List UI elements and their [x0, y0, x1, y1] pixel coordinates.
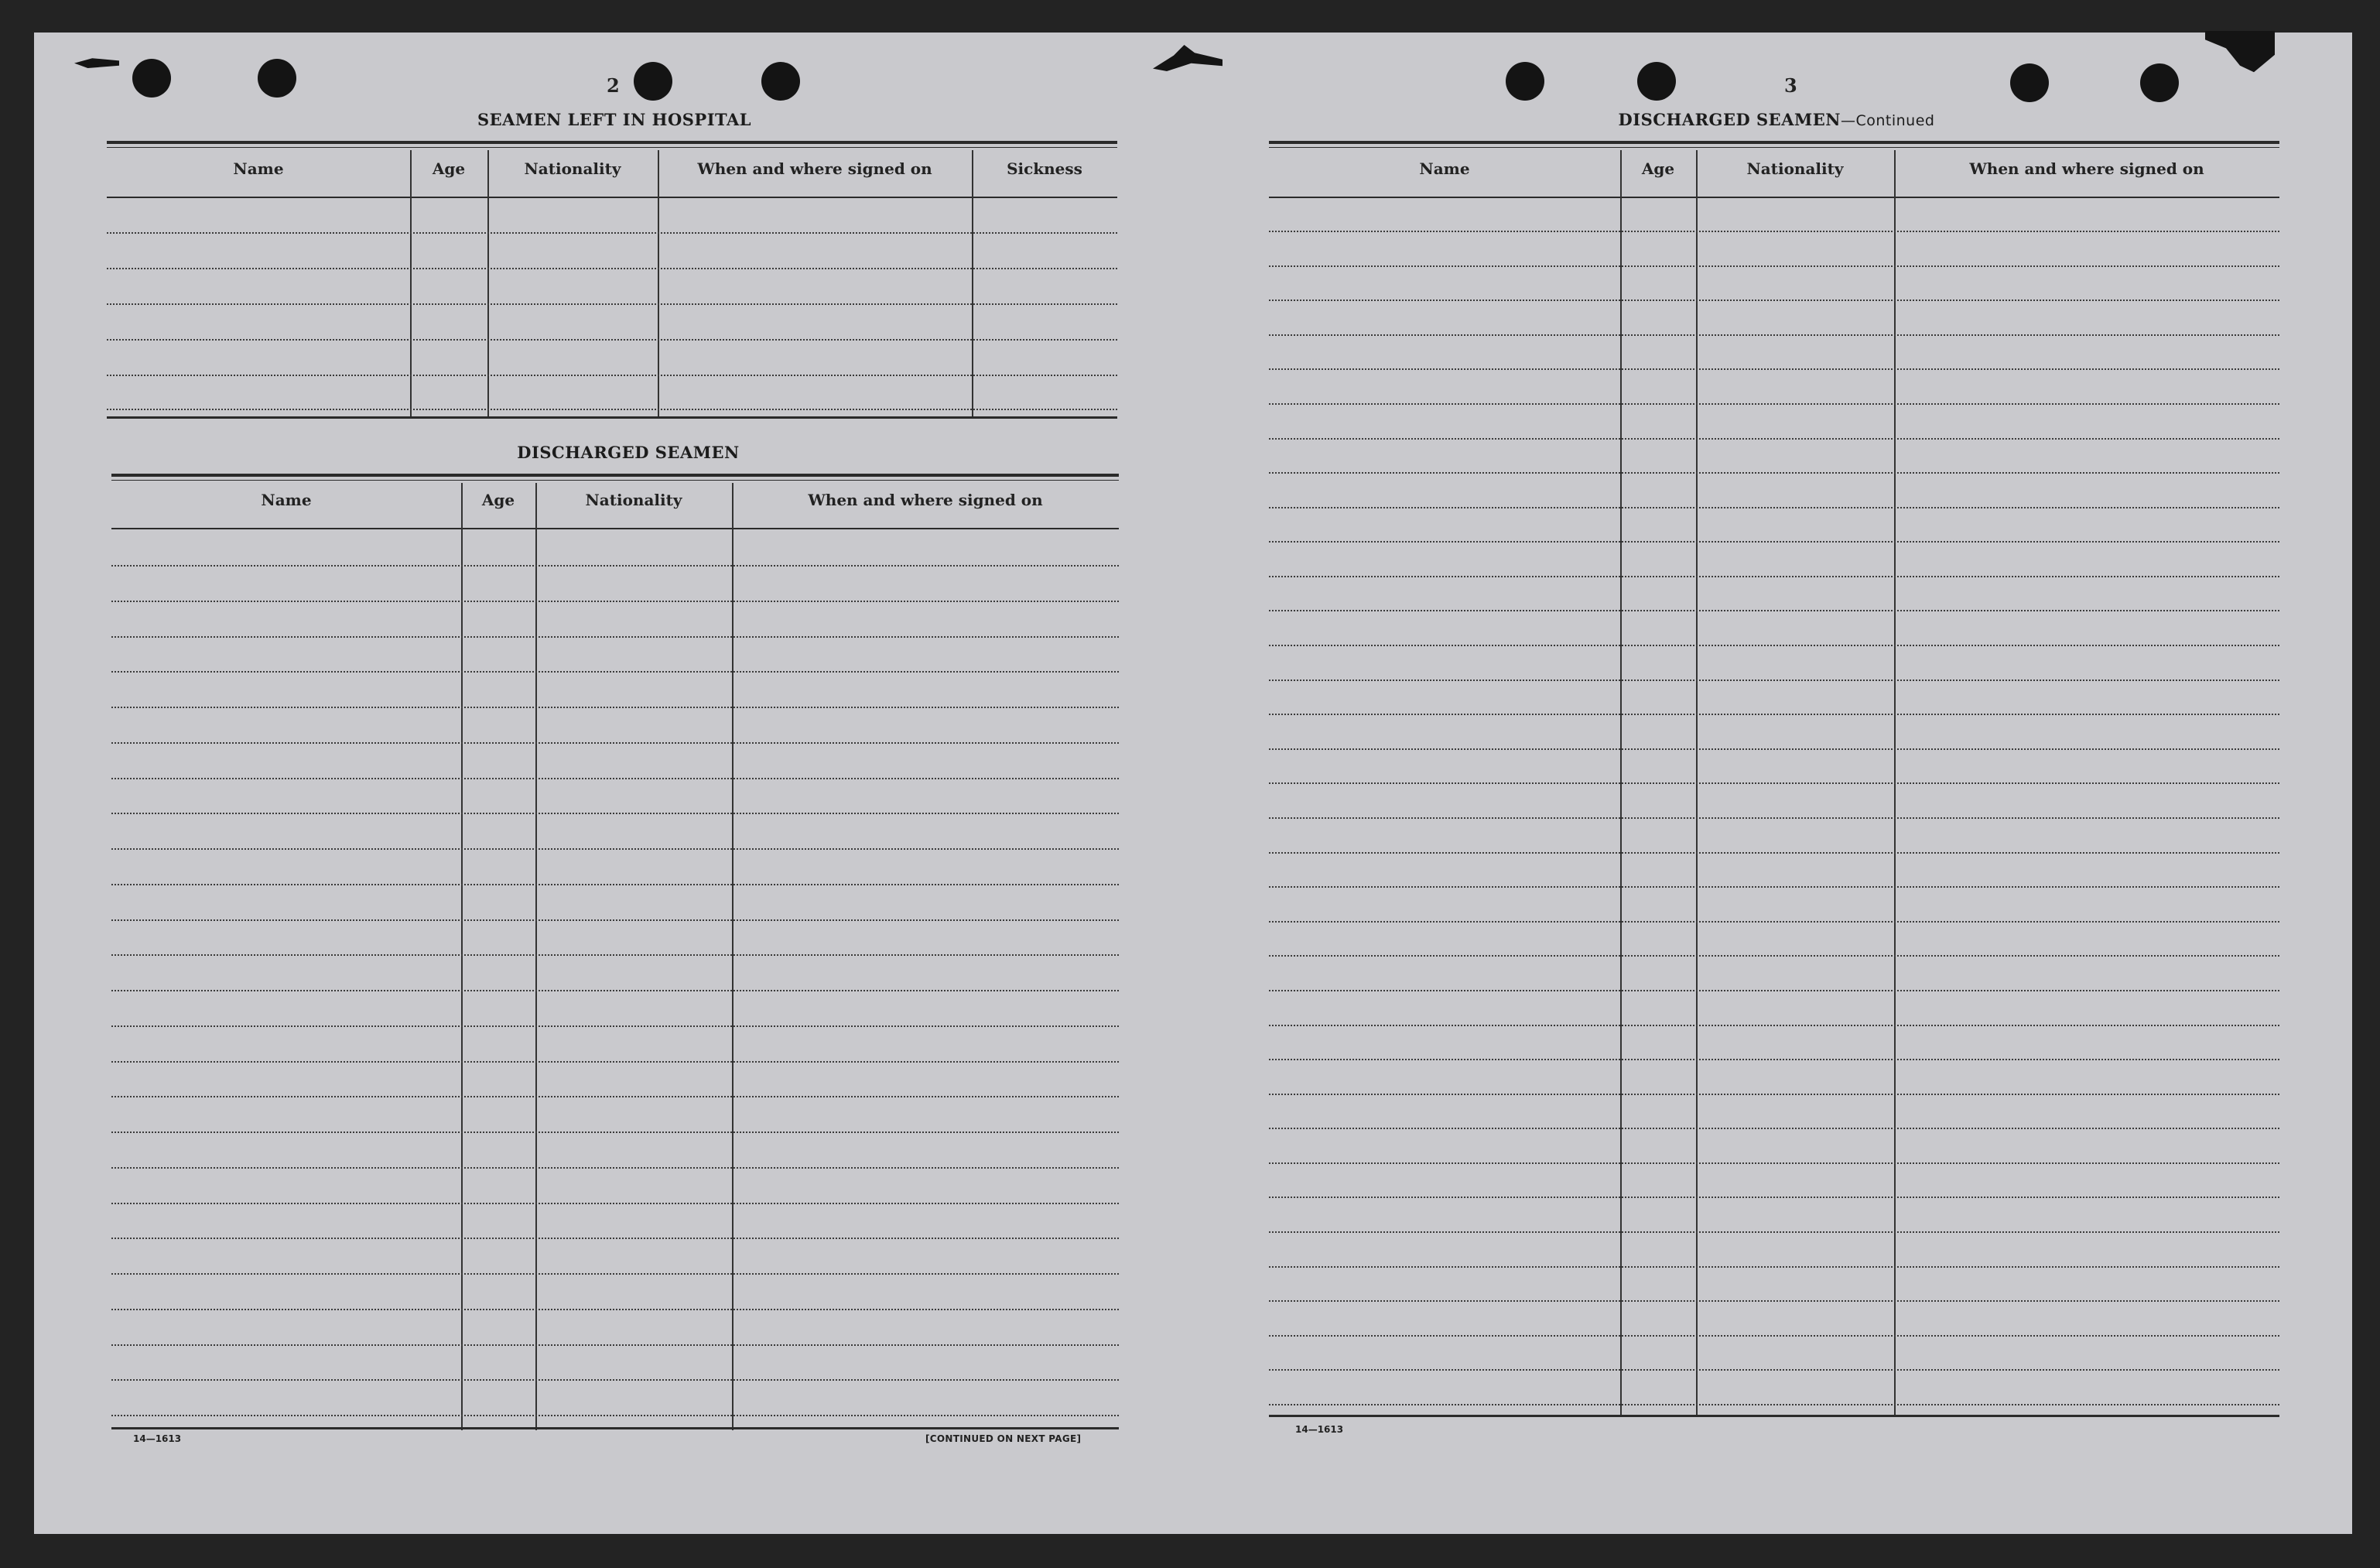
form-code: 14—1613: [133, 1433, 182, 1444]
table-rule: [111, 474, 1119, 477]
table-row: [1269, 645, 2279, 646]
column-divider: [972, 150, 973, 418]
table-row: [1269, 1197, 2279, 1198]
table-row: [111, 1415, 1119, 1416]
table-row: [111, 1203, 1119, 1204]
table-rule: [111, 528, 1119, 529]
table-row: [1269, 680, 2279, 681]
table-row: [111, 1096, 1119, 1097]
hospital-table: [107, 141, 1117, 419]
table-row: [107, 375, 1117, 376]
table-row: [111, 1061, 1119, 1063]
table-row: [1269, 852, 2279, 854]
table-row: [1269, 1059, 2279, 1060]
table-row: [1269, 886, 2279, 888]
column-header-signed-on: When and where signed on: [808, 491, 1043, 509]
table-row: [1269, 300, 2279, 301]
table-row: [111, 671, 1119, 673]
table-row: [1269, 403, 2279, 405]
table-rule: [107, 141, 1117, 144]
table-rule: [1269, 1415, 2279, 1417]
page-number: 3: [1784, 74, 1797, 97]
table-row: [1269, 1162, 2279, 1164]
table-rule: [111, 480, 1119, 481]
punch-hole: [132, 59, 171, 98]
table-row: [107, 339, 1117, 341]
section-title-hospital: SEAMEN LEFT IN HOSPITAL: [477, 110, 752, 129]
table-row: [1269, 1335, 2279, 1337]
page-number: 2: [607, 74, 620, 97]
table-row: [1269, 921, 2279, 923]
table-row: [111, 1131, 1119, 1133]
table-row: [111, 848, 1119, 850]
table-row: [1269, 1094, 2279, 1095]
column-header-age: Age: [1641, 159, 1675, 178]
punch-hole: [1637, 62, 1676, 101]
table-row: [111, 601, 1119, 602]
table-rule: [107, 147, 1117, 148]
table-row: [1269, 817, 2279, 819]
table-rule: [1269, 147, 2279, 148]
punch-hole: [1506, 62, 1544, 101]
table-row: [1269, 541, 2279, 543]
table-row: [1269, 507, 2279, 508]
table-row: [1269, 782, 2279, 784]
table-row: [1269, 334, 2279, 336]
section-title-discharged: DISCHARGED SEAMEN: [517, 443, 740, 462]
table-row: [111, 884, 1119, 885]
table-row: [111, 813, 1119, 814]
column-header-age: Age: [481, 491, 515, 509]
punch-hole: [2140, 63, 2179, 102]
table-row: [111, 954, 1119, 956]
column-divider: [658, 150, 659, 418]
table-rule: [1269, 141, 2279, 144]
table-row: [111, 1273, 1119, 1275]
table-row: [1269, 368, 2279, 370]
table-row: [1269, 955, 2279, 957]
column-divider: [732, 483, 733, 1430]
table-row: [111, 1167, 1119, 1169]
table-rule: [1269, 197, 2279, 198]
table-row: [111, 919, 1119, 921]
punch-hole: [761, 62, 800, 101]
table-row: [1269, 1128, 2279, 1129]
table-row: [111, 565, 1119, 567]
table-rule: [111, 1427, 1119, 1429]
table-row: [1269, 1025, 2279, 1026]
table-row: [1269, 265, 2279, 267]
table-row: [1269, 1300, 2279, 1302]
table-row: [107, 303, 1117, 305]
table-row: [1269, 714, 2279, 715]
table-row: [111, 742, 1119, 744]
table-row: [111, 1344, 1119, 1346]
column-header-nationality: Nationality: [1746, 159, 1844, 178]
table-row: [111, 1309, 1119, 1310]
discharged-table-left: [111, 474, 1119, 1426]
table-row: [111, 1025, 1119, 1027]
table-row: [1269, 438, 2279, 440]
table-row: [1269, 610, 2279, 611]
table-row: [111, 1379, 1119, 1381]
table-row: [107, 268, 1117, 269]
table-row: [111, 1238, 1119, 1239]
table-row: [111, 778, 1119, 779]
column-header-sickness: Sickness: [1007, 159, 1082, 178]
section-title-discharged-continued: [1619, 110, 1935, 129]
column-header-name: Name: [233, 159, 284, 178]
table-row: [1269, 576, 2279, 577]
table-rule: [107, 197, 1117, 198]
column-divider: [410, 150, 412, 418]
column-divider: [487, 150, 489, 418]
table-row: [1269, 1266, 2279, 1268]
punch-hole: [258, 59, 296, 98]
table-row: [1269, 231, 2279, 232]
form-code: 14—1613: [1295, 1424, 1344, 1435]
table-row: [111, 707, 1119, 708]
column-divider: [461, 483, 463, 1430]
table-row: [1269, 1404, 2279, 1405]
table-row: [107, 409, 1117, 410]
column-header-nationality: Nationality: [524, 159, 621, 178]
column-header-name: Name: [261, 491, 312, 509]
table-row: [1269, 748, 2279, 750]
column-header-signed-on: When and where signed on: [1969, 159, 2204, 178]
section-title-text: DISCHARGED SEAMEN: [1618, 110, 1841, 129]
column-header-name: Name: [1419, 159, 1470, 178]
discharged-table-right: [1269, 141, 2279, 1418]
table-row: [1269, 472, 2279, 474]
punch-hole: [634, 62, 672, 101]
column-divider: [535, 483, 537, 1430]
table-row: [107, 232, 1117, 234]
table-rule: [107, 416, 1117, 419]
column-header-age: Age: [432, 159, 466, 178]
continued-note: [CONTINUED ON NEXT PAGE]: [925, 1433, 1082, 1444]
column-header-nationality: Nationality: [585, 491, 682, 509]
table-row: [1269, 1231, 2279, 1233]
table-row: [1269, 1369, 2279, 1371]
table-row: [1269, 990, 2279, 991]
table-row: [111, 990, 1119, 991]
punch-hole: [2010, 63, 2049, 102]
section-title-suffix: —Continued: [1840, 112, 1935, 129]
column-header-signed-on: When and where signed on: [697, 159, 932, 178]
table-row: [111, 636, 1119, 638]
